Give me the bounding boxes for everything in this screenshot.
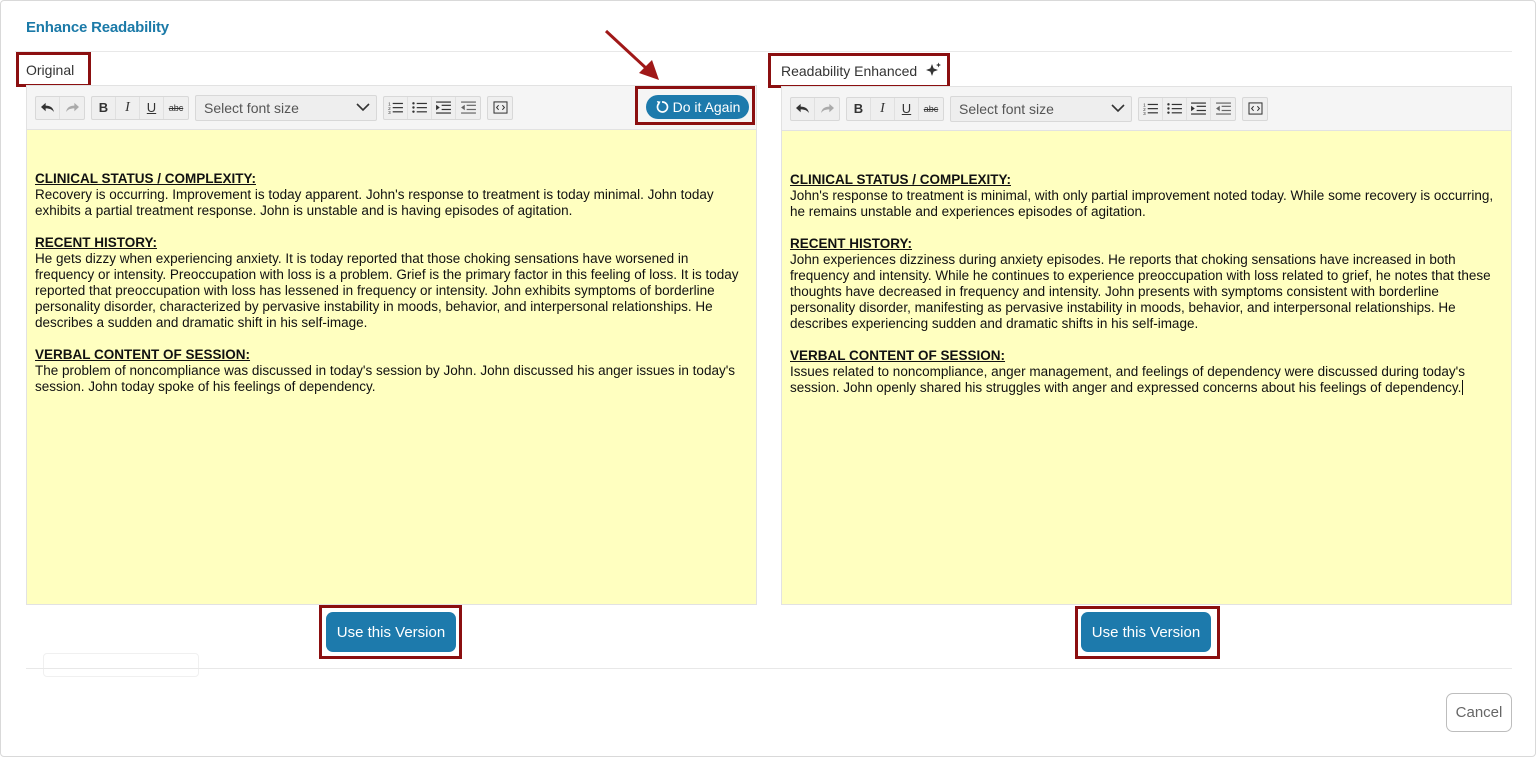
chevron-down-icon [356, 103, 370, 112]
original-section-heading: VERBAL CONTENT OF SESSION: [35, 347, 251, 362]
enhanced-section-body: John's response to treatment is minimal, with only partial improvement noted today. While some recovery is occurring, he remains unstable and experiences episodes of agitation. [790, 188, 1494, 219]
redo-icon[interactable] [815, 98, 839, 120]
enhanced-section-body: Issues related to noncompliance, anger management, and feelings of dependency were discussed during today's session. John openly shared his struggles with anger and expressed concerns about his feelings of dependency. [790, 364, 1465, 395]
strikethrough-button[interactable]: abc [923, 103, 939, 114]
font-size-placeholder: Select font size [204, 99, 299, 116]
original-section-heading: RECENT HISTORY: [35, 235, 158, 250]
title-divider [15, 51, 1512, 52]
font-size-placeholder: Select font size [959, 100, 1054, 117]
original-section [35, 347, 748, 395]
cancel-button[interactable]: Cancel [1446, 693, 1512, 732]
svg-text:3: 3 [1143, 111, 1146, 115]
svg-text:2: 2 [1143, 106, 1146, 112]
undo-icon[interactable] [36, 97, 60, 119]
indent-icon[interactable] [1187, 98, 1211, 120]
original-editor[interactable] [26, 129, 757, 605]
enhanced-section [790, 172, 1503, 220]
original-label [26, 62, 74, 78]
redo-icon[interactable] [60, 97, 84, 119]
footer-divider [26, 668, 1512, 669]
do-it-again-button[interactable] [646, 95, 749, 119]
italic-button[interactable]: I [871, 98, 895, 120]
original-label-text: Original [26, 62, 75, 78]
enhanced-label [781, 62, 942, 79]
bold-button[interactable]: B [92, 97, 116, 119]
bullet-list-icon[interactable] [408, 97, 432, 119]
source-code-icon[interactable] [488, 97, 512, 119]
format-group [91, 96, 189, 120]
indent-icon[interactable] [432, 97, 456, 119]
use-original-version-button[interactable]: Use this Version [326, 612, 456, 652]
font-size-select[interactable] [195, 95, 377, 121]
strikethrough-button[interactable]: abc [168, 102, 184, 113]
enhanced-section-heading: VERBAL CONTENT OF SESSION: [790, 348, 1006, 363]
outdent-icon[interactable] [456, 97, 480, 119]
bullet-list-icon[interactable] [1163, 98, 1187, 120]
sparkle-icon [925, 62, 942, 79]
original-section-body: Recovery is occurring. Improvement is today apparent. John's response to treatment is today minimal. John today exhibits a partial treatment response. John is unstable and is having episodes of agitation. [35, 187, 714, 218]
dialog-title: Enhance Readability [26, 19, 169, 36]
original-section [35, 235, 748, 331]
enhanced-section [790, 348, 1503, 396]
list-group [1138, 97, 1236, 121]
svg-text:2: 2 [388, 105, 391, 111]
enhanced-section [790, 236, 1503, 332]
ghost-element [43, 653, 199, 677]
history-group [790, 97, 840, 121]
enhanced-section-heading: RECENT HISTORY: [790, 236, 913, 251]
list-group [383, 96, 481, 120]
source-group [1242, 97, 1268, 121]
ordered-list-icon[interactable] [1139, 98, 1163, 120]
svg-text:3: 3 [388, 110, 391, 114]
do-it-again-label: Do it Again [672, 99, 741, 115]
enhanced-toolbar [781, 86, 1512, 130]
refresh-icon [655, 100, 669, 114]
use-enhanced-version-button[interactable]: Use this Version [1081, 612, 1211, 652]
chevron-down-icon [1111, 104, 1125, 113]
enhanced-editor[interactable] [781, 130, 1512, 605]
original-section-body: He gets dizzy when experiencing anxiety. It is today reported that those choking sensations have worsened in frequency or intensity. Preoccupation with loss is a problem. Grief is the primary factor in this feeling of loss. It is today reported that preoccupation with loss has lessened in frequency or intensity. John exhibits symptoms of borderline personality disorder, characterized by pervasive instability in moods, behavior, and interpersonal relationships. He describes a sudden and dramatic shift in his self-image. [35, 251, 739, 330]
text-cursor [1462, 380, 1463, 395]
svg-text:1: 1 [1143, 102, 1146, 108]
bold-button[interactable]: B [847, 98, 871, 120]
ordered-list-icon[interactable] [384, 97, 408, 119]
enhanced-section-body: John experiences dizziness during anxiety episodes. He reports that choking sensations have increased in both frequency and intensity. While he continues to experience preoccupation with loss related to grief, he notes that these thoughts have decreased in frequency and intensity. John presents with symptoms consistent with borderline personality disorder, manifesting as pervasive instability in moods, behavior, and interpersonal relationships. He describes experiencing sudden and dramatic shifts in his self-image. [790, 252, 1491, 331]
original-section-heading: CLINICAL STATUS / COMPLEXITY: [35, 171, 256, 186]
original-section [35, 171, 748, 219]
enhanced-section-heading: CLINICAL STATUS / COMPLEXITY: [790, 172, 1011, 187]
italic-button[interactable]: I [116, 97, 140, 119]
annotation-arrow [601, 27, 665, 83]
source-group [487, 96, 513, 120]
enhanced-label-text: Readability Enhanced [781, 62, 918, 79]
original-section-body: The problem of noncompliance was discussed in today's session by John. John discussed his anger issues in today's session. John today spoke of his feelings of dependency. [35, 363, 736, 394]
outdent-icon[interactable] [1211, 98, 1235, 120]
svg-text:1: 1 [388, 101, 391, 107]
underline-button[interactable]: U [140, 97, 164, 119]
source-code-icon[interactable] [1243, 98, 1267, 120]
undo-icon[interactable] [791, 98, 815, 120]
underline-button[interactable]: U [895, 98, 919, 120]
history-group [35, 96, 85, 120]
font-size-select[interactable] [950, 96, 1132, 122]
format-group [846, 97, 944, 121]
